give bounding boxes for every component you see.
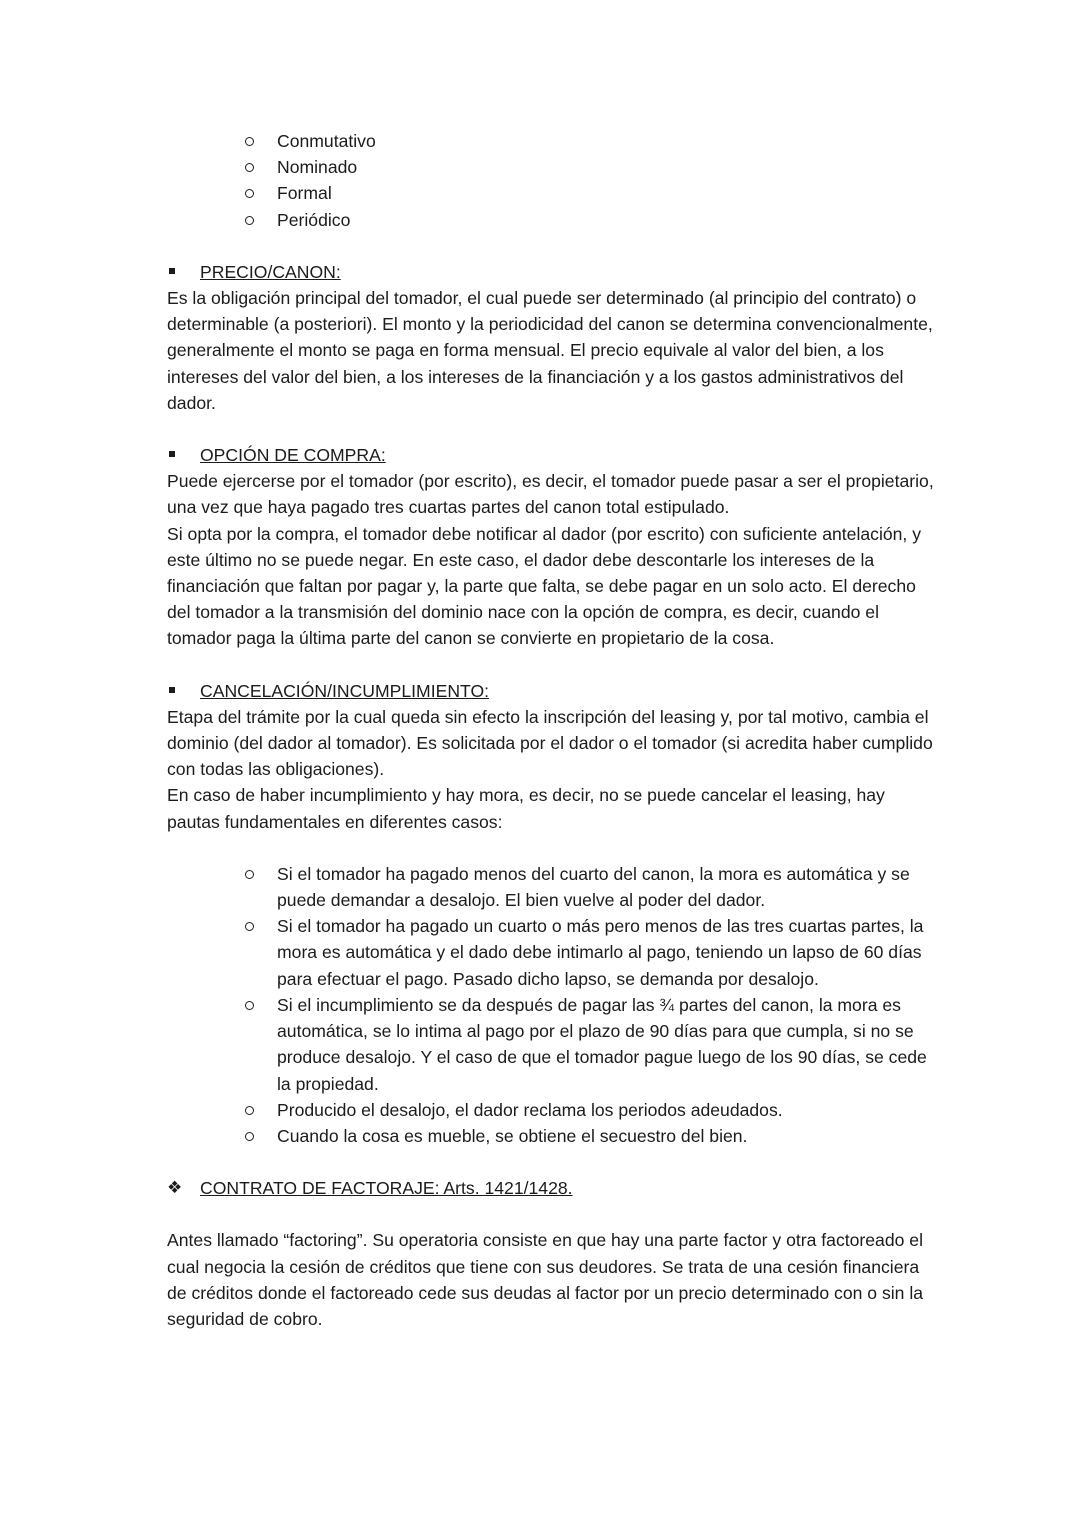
section-heading xyxy=(167,259,937,285)
section-precio-canon xyxy=(167,259,937,416)
paragraph: Antes llamado “factoring”. Su operatoria consiste en que hay una parte factor y otra factoreado el cual negocia la cesión de créditos que tiene con sus deudores. Se trata de una cesión financiera de créditos donde el factoreado cede sus deudas al factor por un precio determinado con o sin la seguridad de cobro. xyxy=(167,1230,924,1329)
default-cases-list xyxy=(167,861,937,1149)
list-item: Cuando la cosa es mueble, se obtiene el secuestro del bien. xyxy=(235,1123,937,1149)
list-item: Si el incumplimiento se da después de pagar las ¾ partes del canon, la mora es automática, se lo intima al pago por el plazo de 90 días para que cumpla, si no se produce desalojo. Y el caso de que el tomador pague luego de los 90 días, se cede la propiedad. xyxy=(235,992,937,1097)
section-title: PRECIO/CANON: xyxy=(200,261,341,282)
list-item: Si el tomador ha pagado menos del cuarto del canon, la mora es automática y se puede demandar a desalojo. El bien vuelve al poder del dador. xyxy=(235,861,937,913)
list-item: Periódico xyxy=(235,207,937,233)
paragraph: En caso de haber incumplimiento y hay mora, es decir, no se puede cancelar el leasing, hay pautas fundamentales en diferentes casos: xyxy=(167,785,885,832)
list-item: Si el tomador ha pagado un cuarto o más pero menos de las tres cuartas partes, la mora es automática y el dado debe intimarlo al pago, teniendo un lapso de 60 días para efectuar el pago. Pasado dicho lapso, se demanda por desalojo. xyxy=(235,913,937,992)
square-bullet-icon xyxy=(169,451,175,457)
section-title: OPCIÓN DE COMPRA: xyxy=(200,445,386,466)
contract-characteristics-list xyxy=(167,128,937,233)
section-opcion-compra xyxy=(167,442,937,652)
section-heading xyxy=(167,1175,937,1201)
list-item: Formal xyxy=(235,180,937,206)
paragraph: Es la obligación principal del tomador, el cual puede ser determinado (al principio del contrato) o determinable (a posteriori). El monto y la periodicidad del canon se determina convencionalmente, generalmente el monto se paga en forma mensual. El precio equivale al valor del bien, a los intereses del valor del bien, a los intereses de la financiación y a los gastos administrativos del dador. xyxy=(167,288,933,413)
paragraph: Etapa del trámite por la cual queda sin efecto la inscripción del leasing y, por tal motivo, cambia el dominio (del dador al tomador). Es solicitada por el dador o el tomador (si acredita haber cumplido con todas las obligaciones). xyxy=(167,706,933,780)
section-heading xyxy=(167,678,937,704)
list-item: Producido el desalojo, el dador reclama los periodos adeudados. xyxy=(235,1097,937,1123)
square-bullet-icon xyxy=(169,268,175,274)
square-bullet-icon xyxy=(169,687,175,693)
list-item: Nominado xyxy=(235,154,937,180)
section-cancelacion xyxy=(167,678,937,1149)
section-title: CONTRATO DE FACTORAJE: Arts. 1421/1428. xyxy=(200,1178,573,1199)
section-title: CANCELACIÓN/INCUMPLIMIENTO: xyxy=(200,680,490,701)
document-page xyxy=(167,128,937,1332)
diamond-bullet-icon: ❖ xyxy=(167,1178,183,1198)
list-item: Conmutativo xyxy=(235,128,937,154)
section-factoraje xyxy=(167,1175,937,1332)
section-heading xyxy=(167,442,937,468)
paragraph: Si opta por la compra, el tomador debe notificar al dador (por escrito) con suficiente antelación, y este último no se puede negar. En este caso, el dador debe descontarle los intereses de la financiación que faltan por pagar y, la parte que falta, se debe pagar en un solo acto. El derecho del tomador a la transmisión del dominio nace con la opción de compra, es decir, cuando el tomador paga la última parte del canon se convierte en propietario de la cosa. xyxy=(167,523,921,649)
paragraph: Puede ejercerse por el tomador (por escrito), es decir, el tomador puede pasar a ser el propietario, una vez que haya pagado tres cuartas partes del canon total estipulado. xyxy=(167,471,934,518)
